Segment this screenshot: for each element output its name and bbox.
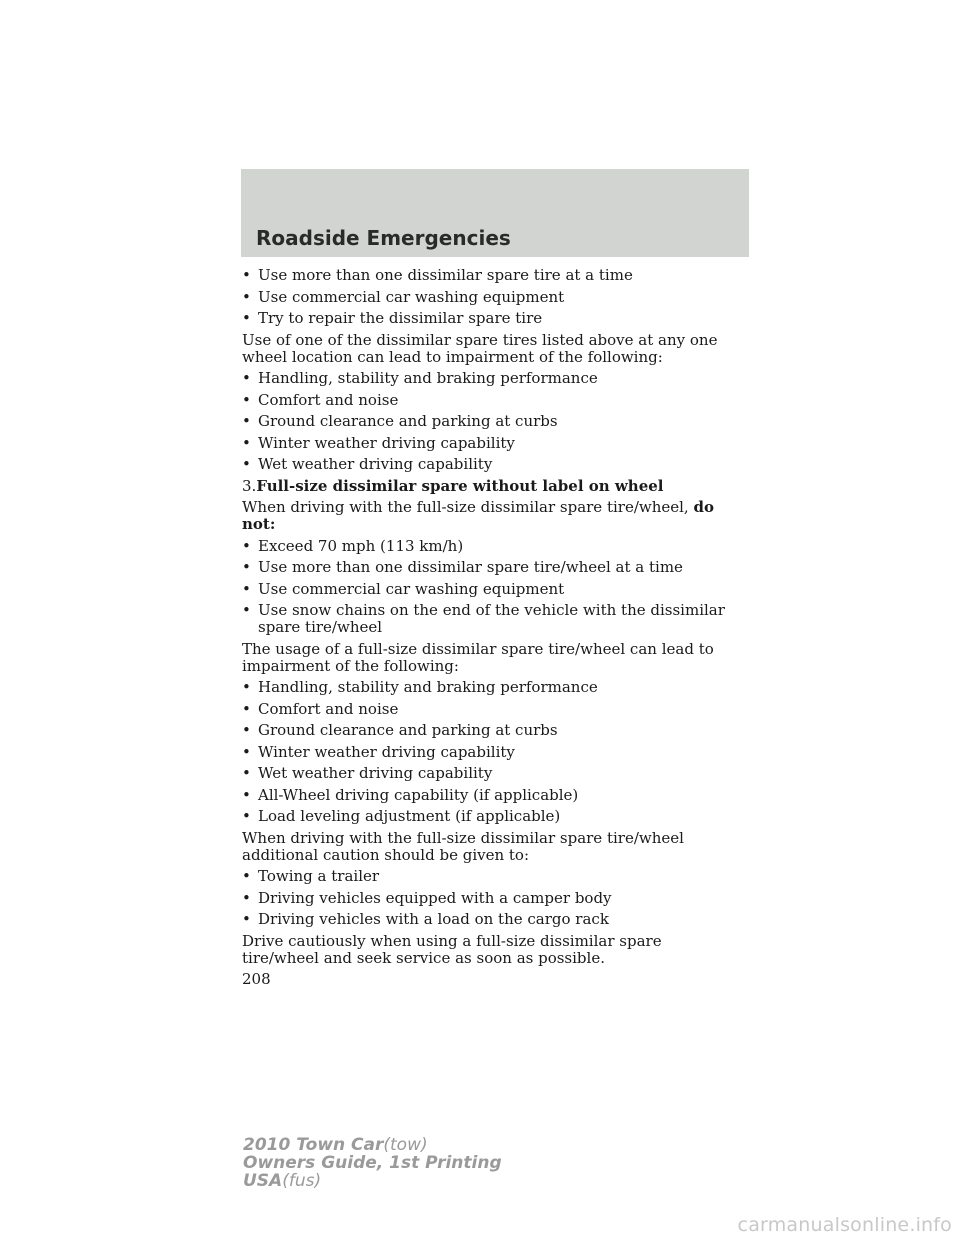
- list-item: • Wet weather driving capability: [242, 455, 493, 473]
- paragraph: When driving with the full-size dissimilar spare tire/wheel additional caution should be given to:: [242, 828, 684, 864]
- page-number: 208: [242, 970, 271, 988]
- list-item: • Driving vehicles equipped with a camper body: [242, 888, 612, 907]
- item-number: 3.: [242, 476, 257, 495]
- paragraph: When driving with the full-size dissimilar spare tire/wheel, do not:: [242, 498, 714, 533]
- bullet-icon: •: [242, 785, 251, 804]
- list-item: • Use snow chains on the end of the vehicle with the dissimilar spare tire/wheel: [242, 601, 725, 636]
- bullet-icon: •: [242, 558, 251, 576]
- list-item: • Use commercial car washing equipment: [242, 287, 565, 306]
- list-item: • Comfort and noise: [242, 390, 399, 409]
- item-title: Full-size dissimilar spare without label on wheel: [256, 476, 664, 495]
- paragraph: Use of one of the dissimilar spare tires listed above at any one wheel location can lead to impairment of the following:: [242, 330, 718, 366]
- watermark: carmanualsonline.info: [737, 1214, 952, 1236]
- list-item: • Try to repair the dissimilar spare tire: [242, 309, 543, 327]
- bullet-icon: •: [242, 266, 251, 284]
- bullet-icon: •: [242, 369, 251, 387]
- bullet-icon: •: [242, 579, 251, 598]
- bullet-icon: •: [242, 807, 251, 825]
- numbered-heading: [242, 478, 742, 495]
- list-item: • Towing a trailer: [242, 867, 380, 885]
- bullet-icon: •: [242, 888, 251, 907]
- bullet-icon: •: [242, 287, 251, 306]
- bullet-icon: •: [242, 455, 251, 473]
- page-content: [242, 267, 742, 988]
- bullet-icon: •: [242, 910, 251, 928]
- list-item: • Driving vehicles with a load on the cargo rack: [242, 910, 609, 928]
- bullet-icon: •: [242, 390, 251, 409]
- bullet-icon: •: [242, 601, 251, 619]
- paragraph: The usage of a full-size dissimilar spare tire/wheel can lead to impairment of the following:: [242, 639, 714, 675]
- bullet-icon: •: [242, 764, 251, 782]
- list-item: • Load leveling adjustment (if applicable): [242, 807, 561, 825]
- footer-line: Owners Guide, 1st Printing: [243, 1153, 502, 1173]
- list-item: • Handling, stability and braking performance: [242, 369, 598, 387]
- bullet-icon: •: [242, 412, 251, 430]
- list-item: • Use more than one dissimilar spare tire/wheel at a time: [242, 558, 683, 576]
- list-item: • Comfort and noise: [242, 699, 399, 718]
- list-item: • Wet weather driving capability: [242, 764, 493, 782]
- bullet-icon: •: [242, 309, 251, 327]
- bullet-icon: •: [242, 678, 251, 696]
- list-item: • Ground clearance and parking at curbs: [242, 721, 558, 739]
- list-item: • Exceed 70 mph (113 km/h): [242, 536, 464, 555]
- footer-line: USA(fus): [243, 1171, 322, 1191]
- bullet-icon: •: [242, 867, 251, 885]
- bullet-icon: •: [242, 536, 251, 555]
- list-item: • Use more than one dissimilar spare tire at a time: [242, 266, 633, 284]
- list-item: • Use commercial car washing equipment: [242, 579, 565, 598]
- section-header: [241, 169, 749, 257]
- section-title: Roadside Emergencies: [256, 226, 511, 250]
- footer-imprint: [243, 1136, 502, 1190]
- bullet-icon: •: [242, 721, 251, 739]
- bullet-icon: •: [242, 699, 251, 718]
- emphasis: do not:: [242, 498, 714, 533]
- list-item: • Handling, stability and braking performance: [242, 678, 598, 696]
- bullet-icon: •: [242, 742, 251, 761]
- bullet-icon: •: [242, 433, 251, 452]
- list-item: • Ground clearance and parking at curbs: [242, 412, 558, 430]
- list-item: • Winter weather driving capability: [242, 742, 515, 761]
- paragraph: Drive cautiously when using a full-size dissimilar spare tire/wheel and seek service as soon as possible.: [242, 931, 662, 967]
- footer-line: 2010 Town Car(tow): [243, 1135, 428, 1155]
- list-item: • Winter weather driving capability: [242, 433, 515, 452]
- list-item: • All-Wheel driving capability (if applicable): [242, 785, 579, 804]
